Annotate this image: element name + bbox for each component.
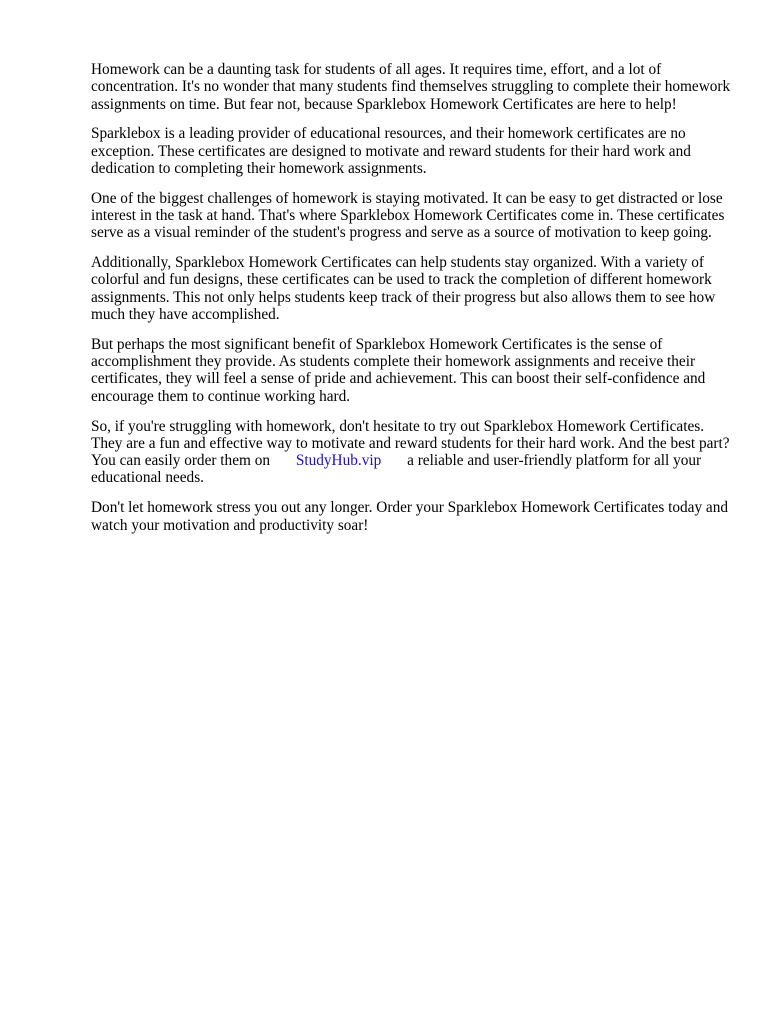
paragraph-intro: Homework can be a daunting task for students of all ages. It requires time, effort, and a lot of concentration. It's no wonder that many students find themselves struggling to complete their homework assignments on time. But fear not, because Sparklebox Homework Certificates are here to help! bbox=[91, 61, 731, 113]
paragraph-motivation: One of the biggest challenges of homework is staying motivated. It can be easy to get distracted or lose interest in the task at hand. That's where Sparklebox Homework Certificates come in. These certificates serve as a visual reminder of the student's progress and serve as a source of motivation to keep going. bbox=[91, 189, 725, 242]
studyhub-link[interactable]: StudyHub.vip bbox=[295, 452, 382, 470]
paragraph-order-after: a reliable and user-friendly platform for all your educational needs. bbox=[91, 452, 702, 487]
paragraph-accomplishment: But perhaps the most significant benefit of Sparklebox Homework Certificates is the sense of accomplishment they provide. As students complete their homework assignments and receive their certificates, they will feel a sense of pride and achievement. This can boost their self-confidence and encourage them to continue working hard. bbox=[91, 335, 706, 405]
paragraph-about-sparklebox: Sparklebox is a leading provider of educational resources, and their homework certificates are no exception. These certificates are designed to motivate and reward students for their hard work and dedication to completing their homework assignments. bbox=[91, 125, 691, 177]
paragraph-order bbox=[91, 418, 731, 487]
paragraph-order-before: So, if you're struggling with homework, don't hesitate to try out Sparklebox Homework Certificates. They are a fun and effective way to motivate and reward students for their hard work. And the best part? You can easily order them on bbox=[91, 417, 730, 470]
paragraph-closing: Don't let homework stress you out any longer. Order your Sparklebox Homework Certificates today and watch your motivation and productivity soar! bbox=[91, 499, 729, 534]
document-body bbox=[91, 61, 731, 546]
paragraph-organization: Additionally, Sparklebox Homework Certificates can help students stay organized. With a variety of colorful and fun designs, these certificates can be used to track the completion of different homework assignments. This not only helps students keep track of their progress but also allows them to see how much they have accomplished. bbox=[91, 254, 716, 324]
